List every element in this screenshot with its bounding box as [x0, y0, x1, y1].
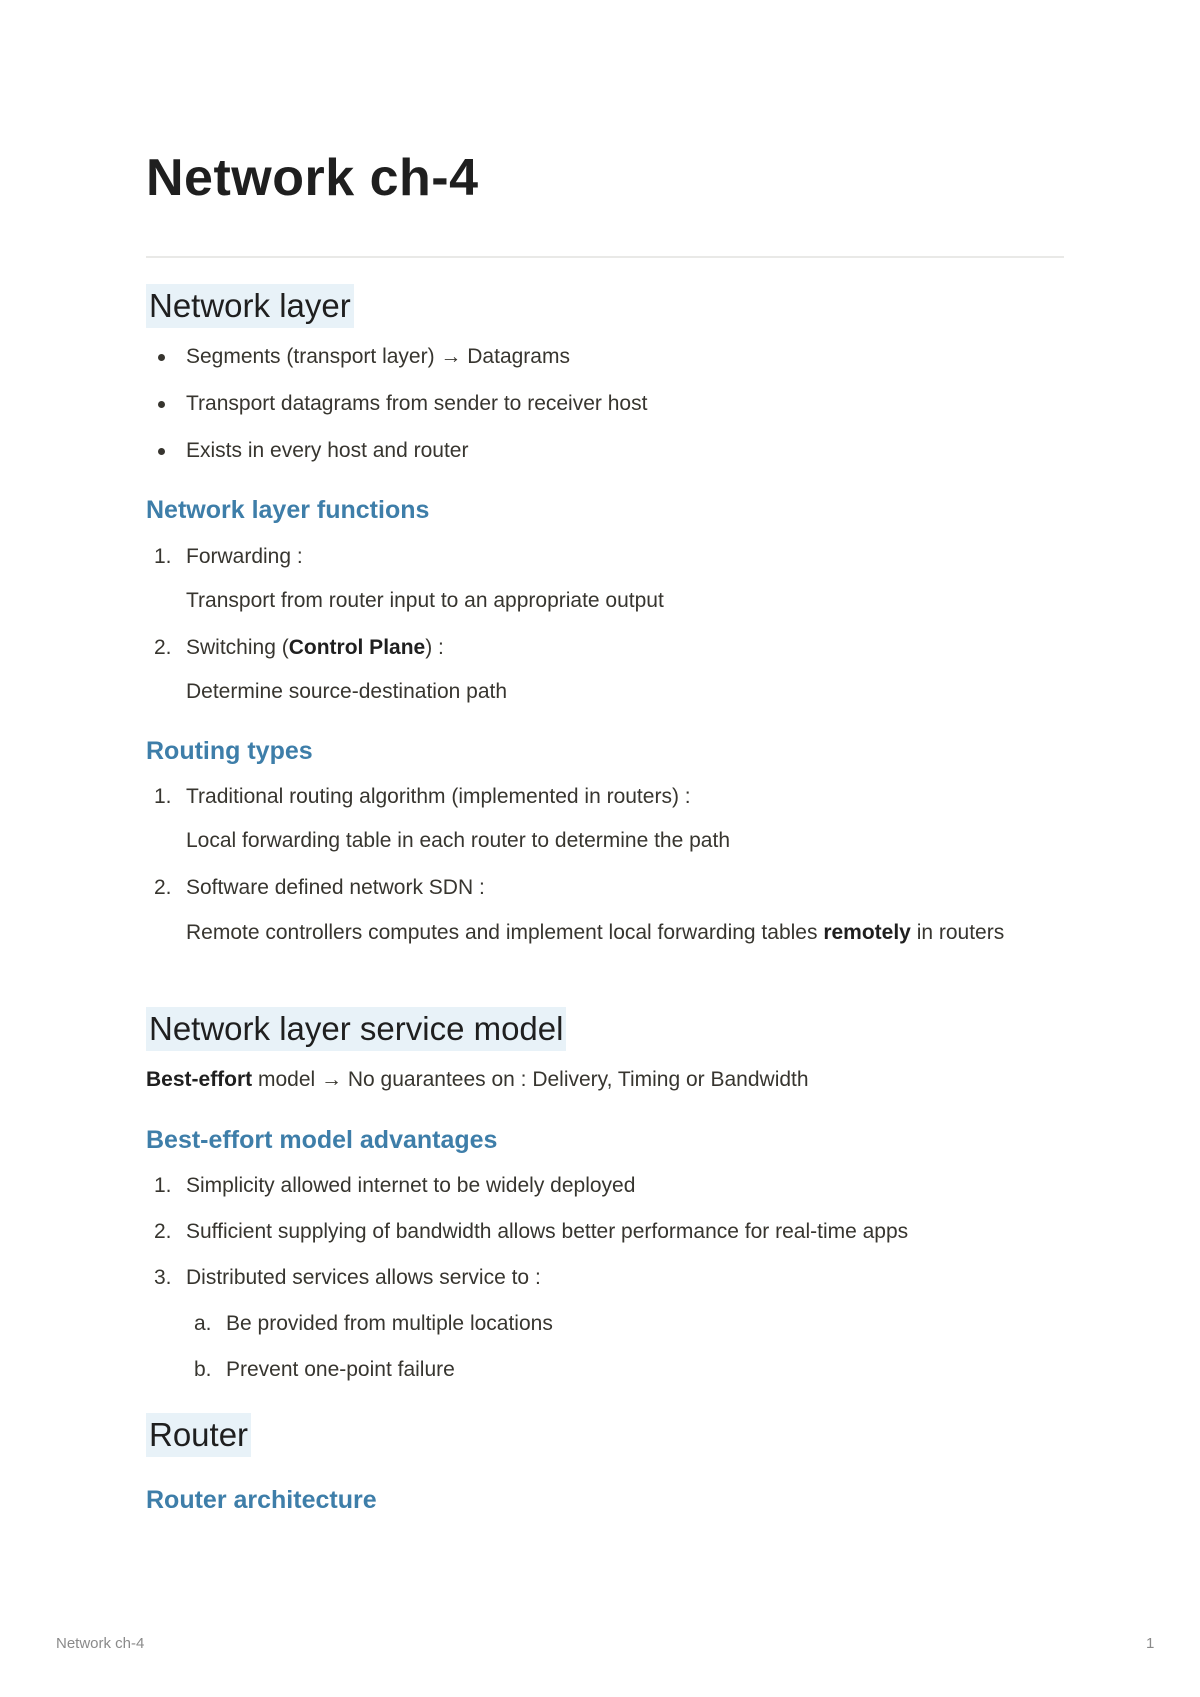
page-title: Network ch-4: [146, 149, 479, 207]
description-text: Transport from router input to an appropriate output: [186, 589, 664, 612]
list-item-text: Prevent one-point failure: [226, 1358, 455, 1381]
list-number: 1.: [154, 545, 172, 568]
bold-term: Best-effort: [146, 1068, 253, 1091]
heading-functions: [146, 494, 429, 526]
bold-term: remotely: [823, 921, 911, 944]
list-item-text: Segments (transport layer) → Datagrams: [186, 345, 570, 368]
subsection-heading: Network layer functions: [146, 496, 430, 524]
list-item-text: Sufficient supplying of bandwidth allows better performance for real-time apps: [186, 1220, 909, 1243]
subsection-heading: Best-effort model advantages: [146, 1126, 498, 1154]
subsection-heading: Routing types: [146, 737, 313, 765]
title-divider: [146, 256, 1064, 258]
bullet-icon: [158, 401, 165, 408]
heading-router: [146, 1413, 251, 1457]
subsection-heading: Router architecture: [146, 1486, 377, 1514]
list-item-text: Forwarding :: [186, 545, 303, 568]
list-item-text: Exists in every host and router: [186, 439, 469, 462]
page-number: 1: [1146, 1635, 1155, 1652]
description-text: Determine source-destination path: [186, 680, 508, 703]
section-heading: Network layer: [146, 284, 354, 328]
footer-title: Network ch-4: [56, 1635, 145, 1652]
list-number: 2.: [154, 1220, 172, 1243]
list-number: 3.: [154, 1266, 172, 1289]
bullet-icon: [158, 448, 165, 455]
list-number: 2.: [154, 636, 172, 659]
paragraph-text: Best-effort model → No guarantees on : Delivery, Timing or Bandwidth: [146, 1068, 809, 1091]
list-number: 1.: [154, 1174, 172, 1197]
list-item-description: Remote controllers computes and implement local forwarding tables remotely in routers: [186, 921, 1005, 944]
list-number: 1.: [154, 785, 172, 808]
list-item-text: Distributed services allows service to :: [186, 1266, 541, 1289]
bold-term: Control Plane: [288, 636, 426, 659]
heading-advantages: [146, 1124, 497, 1156]
list-item-text: Simplicity allowed internet to be widely deployed: [186, 1174, 636, 1197]
list-letter: a.: [194, 1312, 212, 1335]
description-text: Local forwarding table in each router to determine the path: [186, 829, 731, 852]
section-heading: Router: [146, 1413, 251, 1457]
heading-network-layer: [146, 284, 354, 328]
bullet-icon: [158, 354, 165, 361]
heading-service-model: [146, 1007, 566, 1051]
list-letter: b.: [194, 1358, 212, 1381]
list-item-text: Transport datagrams from sender to receiver host: [186, 392, 648, 415]
heading-router-architecture: [146, 1484, 377, 1516]
list-item-text: Switching (Control Plane) :: [186, 636, 444, 659]
list-number: 2.: [154, 876, 172, 899]
heading-routing-types: [146, 735, 313, 767]
section-heading: Network layer service model: [146, 1007, 566, 1051]
list-item-text: Traditional routing algorithm (implemented in routers) :: [186, 785, 691, 808]
list-item-text: Software defined network SDN :: [186, 876, 485, 899]
list-item-text: Be provided from multiple locations: [226, 1312, 553, 1335]
